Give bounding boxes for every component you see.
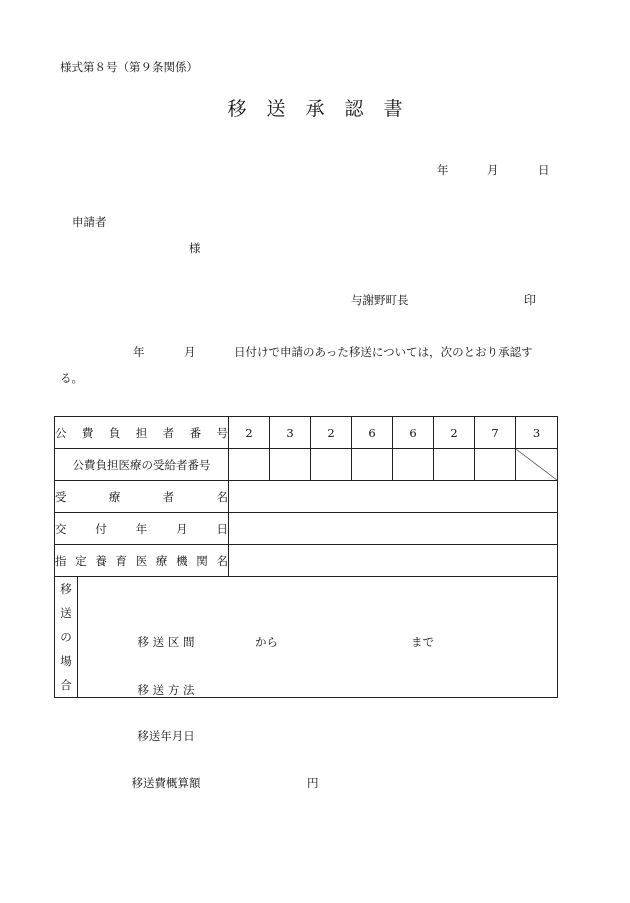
table-row (55, 545, 558, 577)
recipient-number-cell[interactable] (229, 449, 270, 481)
digit-cell: 2 (434, 417, 475, 449)
transfer-cost-row (86, 775, 246, 791)
recipient-number-cell[interactable] (475, 449, 516, 481)
digit-cell: 6 (352, 417, 393, 449)
transfer-section-label: 移 送 区 間 (137, 635, 195, 649)
digit-cell: 2 (229, 417, 270, 449)
transfer-cost-label: 移送費概算額 (131, 776, 201, 790)
seal-mark: 印 (524, 293, 537, 307)
applicant-label: 申請者 (72, 215, 107, 229)
yen-unit: 円 (307, 776, 319, 790)
transfer-to: まで (411, 635, 434, 649)
transfer-from: から (255, 635, 278, 649)
medical-institution-label: 指定養育医療機関名 (55, 545, 229, 577)
date-year: 年 (437, 163, 449, 177)
table-row (55, 513, 558, 545)
form-number: 様式第８号（第９条関係） (60, 60, 198, 74)
table-row (55, 577, 558, 698)
digit-cell: 3 (516, 417, 558, 449)
recipient-number-cell[interactable] (352, 449, 393, 481)
issue-date-field[interactable] (229, 513, 558, 545)
patient-name-field[interactable] (229, 481, 558, 513)
body-month: 月 (184, 345, 196, 359)
public-payer-number-label: 公費負担者番号 (55, 417, 229, 449)
recipient-number-label: 公費負担医療の受給者番号 (55, 449, 229, 481)
transfer-date-label: 移送年月日 (137, 729, 195, 743)
medical-institution-field[interactable] (229, 545, 558, 577)
transfer-section-row (86, 634, 246, 650)
honorific: 様 (189, 241, 201, 255)
digit-cell: 6 (393, 417, 434, 449)
transfer-method-row (86, 682, 246, 698)
approval-table (54, 416, 558, 790)
table-row (55, 481, 558, 513)
body-year: 年 (133, 345, 145, 359)
digit-cell: 7 (475, 417, 516, 449)
transfer-details (78, 577, 558, 790)
body-text: 日付けで申請のあった移送については，次のとおり承認す (234, 345, 533, 359)
patient-name-label: 受療者名 (55, 481, 229, 513)
diagonal-cell (516, 449, 558, 481)
body-continuation: る。 (60, 371, 83, 385)
date-month: 月 (487, 163, 499, 177)
digit-cell: 3 (270, 417, 311, 449)
digit-cell: 2 (311, 417, 352, 449)
table-row (55, 449, 558, 481)
transfer-method-label: 移 送 方 法 (137, 683, 195, 697)
document-title: 移送承認書 (227, 98, 423, 120)
table-row (55, 417, 558, 449)
recipient-number-cell[interactable] (270, 449, 311, 481)
transfer-date-row (86, 728, 246, 744)
issuer-name: 与謝野町長 (351, 293, 409, 307)
recipient-number-cell[interactable] (434, 449, 475, 481)
transfer-heading: 移 送 の 場 合 (55, 577, 78, 698)
issue-date-label: 交付年月日 (55, 513, 229, 545)
recipient-number-cell[interactable] (311, 449, 352, 481)
recipient-number-cell[interactable] (393, 449, 434, 481)
date-day: 日 (538, 163, 550, 177)
